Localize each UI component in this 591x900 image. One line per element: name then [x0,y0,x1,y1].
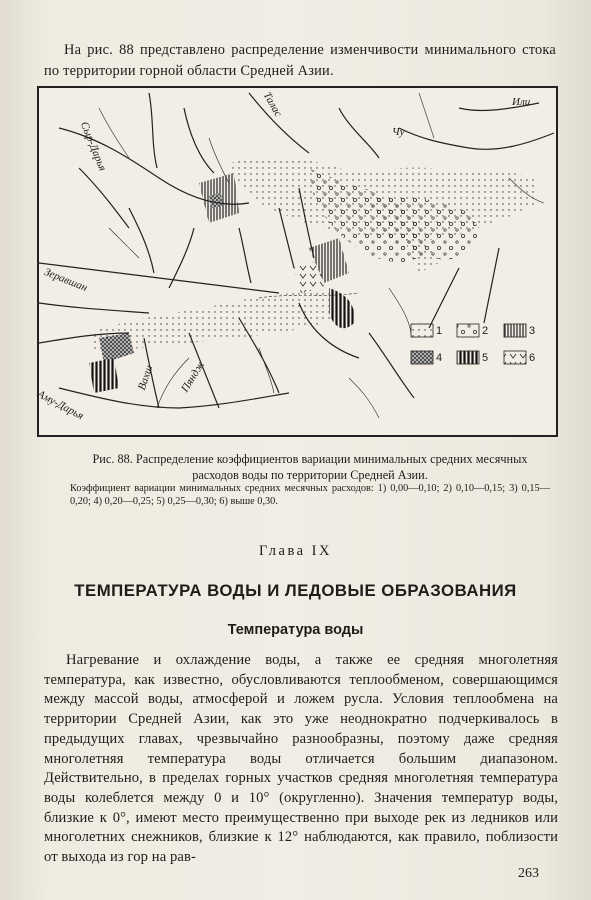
river-label-ili: Или [512,96,531,108]
river-label-amudarya: Аму-Дарья [35,388,86,423]
legend-swatch-2 [457,324,479,337]
legend-swatch-5 [457,351,479,364]
chapter-heading: ТЕМПЕРАТУРА ВОДЫ И ЛЕДОВЫЕ ОБРАЗОВАНИЯ [74,581,517,600]
river-label-zeravshan: Зеравшан [42,266,90,295]
page-number: 263 [518,866,539,881]
map-drawing [39,88,556,435]
figure-caption-note: Коэффициент вариации минимальных средних месячных расходов: 1) 0,00—0,10; 2) 0,10—0,15; 3) 0,15—0,20; 4) 0,20—0,25; 5) 0,25—0,30; 6) выше 0,30. [70,483,550,507]
section-subheading: Температура воды [227,622,364,638]
legend-swatch-3 [504,324,526,337]
figure-caption: Рис. 88. Распределение коэффициентов вариации минимальных средних месячных расходов воды по территории Средней Азии. [92,452,528,482]
map-legend [411,324,526,364]
legend-swatch-6 [504,351,526,364]
river-label-talas: Талас [260,90,285,119]
legend-label-2: 2 [482,325,489,337]
figure-map [37,86,558,437]
legend-label-4: 4 [436,352,443,364]
chapter-title: Глава IX [259,543,332,559]
legend-label-6: 6 [529,352,536,364]
zone-heavy-hatch [89,358,119,393]
legend-swatch-4 [411,351,433,364]
legend-swatch-1 [411,324,433,337]
river-label-syrdarya: Сыр-Дарья [77,120,109,173]
zone-crosshatch-south [99,333,134,363]
legend-label-3: 3 [529,325,536,337]
body-paragraph: Нагревание и охлаждение воды, а также ее средняя многолетняя температура, как известно, обусловливаются теплообменом, совершающимся между массой воды, атмосферой и ложем русла. Условия теплообмена на территории Средней Азии, как это уже неоднократно подчеркивалось в предыдущих главах, чрезвычайно разнообразны, поэтому даже средняя многолетняя температура воды отличается большим диапазоном. Действительно, в пределах горных участков средняя многолетняя температура воды колеблется между 0 и 10° (округленно). Значения температур воды, близкие к 0°, имеют место преимущественно при выходе рек из ледников или многолетних снежников, близкие к 12° наблюдаются, как правило, поблизости от выхода из гор на рав- [44,652,558,866]
river-label-vakhsh: Вахш [136,363,156,392]
legend-label-5: 5 [482,352,489,364]
river-label-chu: Чу [392,126,405,138]
zone-vee [294,260,324,293]
intro-paragraph: На рис. 88 представлено распределение изменчивости минимального стока по территории горной области Средней Азии. [44,42,556,79]
legend-label-1: 1 [436,325,443,337]
river-label-pyanj: Пяндж [179,358,208,395]
